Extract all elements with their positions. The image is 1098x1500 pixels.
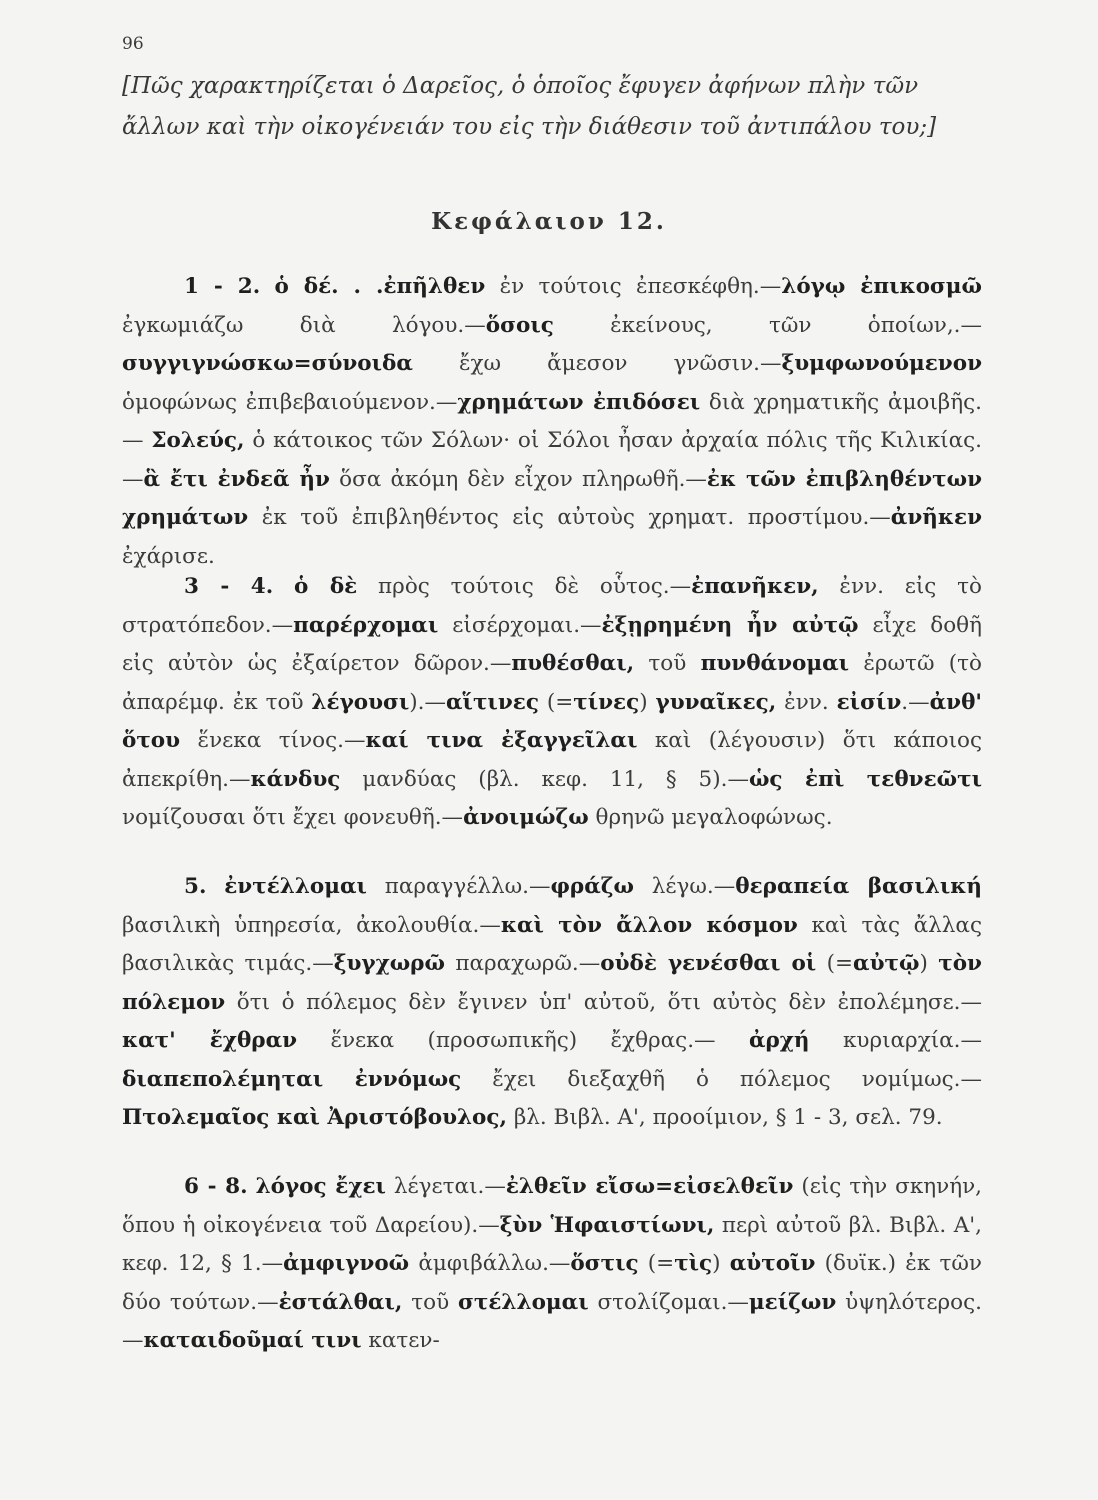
gloss-text: βασιλικὴ ὑπηρεσία, ἀκολουθία.— <box>122 912 501 938</box>
gloss-text: ἀμφιβάλλω.— <box>409 1251 571 1276</box>
lemma-term: ὁ δὲ <box>294 574 358 599</box>
lemma-term: θεραπεία βασιλική <box>735 874 982 899</box>
gloss-text: .— <box>901 689 930 715</box>
lemma-term: ξυμφωνούμενον <box>781 351 982 376</box>
lemma-term: αὐτοῖν <box>729 1251 816 1276</box>
lemma-term: τίνες <box>573 689 640 715</box>
lemma-term: Σολεύς, <box>151 428 245 453</box>
gloss-text: θρηνῶ μεγαλοφώνως. <box>588 805 833 830</box>
lemma-term: ἀμφιγνοῶ <box>283 1251 410 1276</box>
lemma-term: λόγῳ ἐπικοσμῶ <box>781 274 982 299</box>
lemma-term: ἐλθεῖν εἴσω=εἰσελθεῖν <box>505 1174 794 1199</box>
lemma-term: μείζων <box>748 1289 837 1315</box>
gloss-text: ἐνν. <box>776 689 837 715</box>
lemma-term: ἐκ τῶν ἐπιβληθέντων χρημάτων <box>122 466 983 530</box>
gloss-text: ὁμοφώνως ἐπιβεβαιούμενον.— <box>122 389 458 415</box>
gloss-text: κατεν- <box>361 1328 440 1353</box>
gloss-text: ἐχάρισε. <box>122 543 215 569</box>
lemma-term: αἵτινες <box>446 689 539 715</box>
gloss-text: ἐρωτῶ (τὸ ἀπαρέμφ. ἐκ τοῦ <box>122 651 983 715</box>
lemma-term: ἐστάλθαι, <box>278 1289 403 1315</box>
lemma-term: ἐντέλλομαι <box>224 874 367 899</box>
commentary-paragraph <box>122 568 982 838</box>
lemma-term: παρέρχομαι <box>293 612 439 638</box>
gloss-text: λέγω.— <box>634 874 736 899</box>
lemma-term: λέγουσι <box>311 689 410 715</box>
paragraph-number: 5. <box>184 874 207 899</box>
gloss-text: διὰ χρηματικῆς ἀμοιβῆς.— <box>122 389 982 453</box>
gloss-text: ) <box>712 1251 730 1276</box>
gloss-text <box>273 574 294 599</box>
paragraph-number: 3 - 4. <box>184 574 274 599</box>
lemma-term: ξὺν Ἡφαιστίωνι, <box>499 1212 715 1238</box>
gloss-text: μανδύας (βλ. κεφ. 11, § 5).— <box>340 766 749 792</box>
gloss-text: ἔχω ἄμεσον γνῶσιν.— <box>412 351 782 376</box>
lemma-term: λόγος ἔχει <box>255 1174 386 1199</box>
lemma-term: ἃ ἔτι ἐνδεᾶ ἦν <box>143 466 330 492</box>
gloss-text: ἐνν. εἰς τὸ στρατόπεδον.— <box>122 574 982 638</box>
lemma-term: ὁ δέ. . .ἐπῆλθεν <box>274 274 486 299</box>
gloss-text <box>260 274 274 299</box>
gloss-text: (= <box>638 1251 675 1276</box>
gloss-text: ὑψηλότερος.— <box>122 1289 982 1353</box>
lemma-term: Πτολεμαῖος καὶ Ἀριστόβουλος, <box>122 1105 507 1130</box>
lemma-term: οὐδὲ γενέσθαι οἱ <box>600 951 817 976</box>
paragraph-text <box>122 874 982 1130</box>
chapter-title: Κεφάλαιον 12. <box>431 208 667 235</box>
lemma-term: ὅσοις <box>485 312 554 338</box>
paragraph-number: 6 - 8. <box>184 1174 248 1199</box>
gloss-text <box>248 1174 256 1199</box>
gloss-text: ὁ κάτοικος τῶν Σόλων· οἱ Σόλοι ἦσαν ἀρχαία πόλις τῆς Κιλικίας.— <box>122 428 982 492</box>
lemma-term: εἰσίν <box>836 689 902 715</box>
gloss-text: εἰσέρχομαι.— <box>438 612 602 638</box>
commentary-paragraph <box>122 268 982 576</box>
gloss-text: ὅσα ἀκόμη δὲν εἶχον πληρωθῆ.— <box>329 466 707 492</box>
gloss-text: ἐκείνους, τῶν ὁποίων,.— <box>553 312 982 338</box>
lemma-term: αὐτῷ <box>853 951 920 976</box>
gloss-text: (= <box>538 689 574 715</box>
lemma-term: καταιδοῦμαί τινι <box>143 1328 362 1353</box>
gloss-text: τοῦ <box>634 651 701 676</box>
gloss-text: λέγεται.— <box>385 1174 506 1199</box>
lemma-term: καὶ τὸν ἄλλον κόσμον <box>500 912 798 938</box>
lemma-term: ἐξῃρημένη ἦν αὐτῷ <box>601 612 859 638</box>
lemma-term: χρημάτων ἐπιδόσει <box>457 389 701 415</box>
lemma-term: ὅστις <box>570 1251 639 1276</box>
gloss-text: ἐγκωμιάζω διὰ λόγου.— <box>122 312 486 338</box>
lemma-term: διαπεπολέμηται ἐννόμως <box>122 1066 462 1092</box>
lemma-term: τὶς <box>674 1251 713 1276</box>
paragraph-text <box>122 274 982 569</box>
gloss-text: ἔχει διεξαχθῆ ὁ πόλεμος νομίμως.— <box>461 1066 982 1092</box>
gloss-text: πρὸς τούτοις δὲ οὗτος.— <box>357 574 692 599</box>
gloss-text: ).— <box>409 689 447 715</box>
gloss-text: νομίζουσαι ὅτι ἔχει φονευθῆ.— <box>122 805 464 830</box>
gloss-text: ) <box>639 689 656 715</box>
lemma-term: ἐπανῆκεν, <box>691 574 819 599</box>
lemma-term: ἀνθ' ὅτου <box>122 689 982 753</box>
gloss-text: ἕνεκα (προσωπικῆς) ἔχθρας.— <box>297 1028 749 1053</box>
gloss-text: κυριαρχία.— <box>809 1028 983 1053</box>
gloss-text: περὶ αὐτοῦ βλ. Βιβλ. Α', κεφ. 12, § 1.— <box>122 1212 982 1276</box>
commentary-paragraph <box>122 868 982 1138</box>
chapter-question: [Πῶς χαρακτηρίζεται ὁ Δαρεῖος, ὁ ὁποῖος ἔφυγεν ἀφήνων πλὴν τῶν ἄλλων καὶ τὴν οἰκογένειάν του εἰς τὴν διάθεσιν τοῦ ἀντιπάλου του;] <box>122 73 937 140</box>
gloss-text: ἐν τούτοις ἐπεσκέφθη.— <box>485 274 782 299</box>
lemma-term: ἀνοιμώζω <box>463 805 589 830</box>
lemma-term: ἀρχή <box>748 1028 810 1053</box>
gloss-text: τοῦ <box>402 1289 459 1315</box>
lemma-term: γυναῖκες, <box>655 689 777 715</box>
gloss-text: στολίζομαι.— <box>588 1289 749 1315</box>
gloss-text: παραχωρῶ.— <box>444 951 601 976</box>
paragraph-number: 1 - 2. <box>184 274 261 299</box>
gloss-text <box>206 874 224 899</box>
gloss-text: (= <box>816 951 854 976</box>
gloss-text: ) <box>919 951 939 976</box>
lemma-term: ξυγχωρῶ <box>333 951 445 976</box>
gloss-text: καὶ (λέγουσιν) ὅτι κάποιος ἀπεκρίθη.— <box>122 728 982 792</box>
gloss-text: ὅτι ὁ πόλεμος δὲν ἔγινεν ὑπ' αὐτοῦ, ὅτι αὐτὸς δὲν ἐπολέμησε.— <box>225 989 982 1015</box>
lemma-term: καί τινα ἐξαγγεῖλαι <box>365 728 638 753</box>
lemma-term: στέλλομαι <box>458 1289 589 1315</box>
gloss-text: ἕνεκα τίνος.— <box>180 728 366 753</box>
lemma-term: τὸν πόλεμον <box>122 951 982 1015</box>
paragraph-text <box>122 574 982 830</box>
commentary-paragraph <box>122 1168 982 1361</box>
gloss-text: βλ. Βιβλ. Α', προοίμιον, § 1 - 3, σελ. 79. <box>506 1105 943 1130</box>
gloss-text: παραγγέλλω.— <box>366 874 551 899</box>
paragraph-text <box>122 1174 982 1353</box>
gloss-text: (εἰς τὴν σκηνήν, ὅπου ἡ οἰκογένεια τοῦ Δαρείου).— <box>122 1174 982 1238</box>
lemma-term: πυνθάνομαι <box>700 651 850 676</box>
gloss-text: ἐκ τοῦ ἐπιβληθέντος εἰς αὐτοὺς χρηματ. προστίμου.— <box>248 505 891 530</box>
lemma-term: ἀνῆκεν <box>890 505 982 530</box>
lemma-term: ὡς ἐπὶ τεθνεῶτι <box>748 766 983 792</box>
page-number: 96 <box>122 34 144 54</box>
lemma-term: κάνδυς <box>250 766 341 792</box>
lemma-term: συγγιγνώσκω=σύνοιδα <box>122 351 413 376</box>
gloss-text: καὶ τὰς ἄλλας βασιλικὰς τιμάς.— <box>122 912 982 976</box>
lemma-term: κατ' ἔχθραν <box>122 1028 298 1053</box>
lemma-term: πυθέσθαι, <box>511 651 635 676</box>
gloss-text: (δυϊκ.) ἐκ τῶν δύο τούτων.— <box>122 1251 982 1315</box>
lemma-term: φράζω <box>550 874 634 899</box>
gloss-text: εἶχε δοθῆ εἰς αὐτὸν ὡς ἐξαίρετον δῶρον.— <box>122 612 982 676</box>
